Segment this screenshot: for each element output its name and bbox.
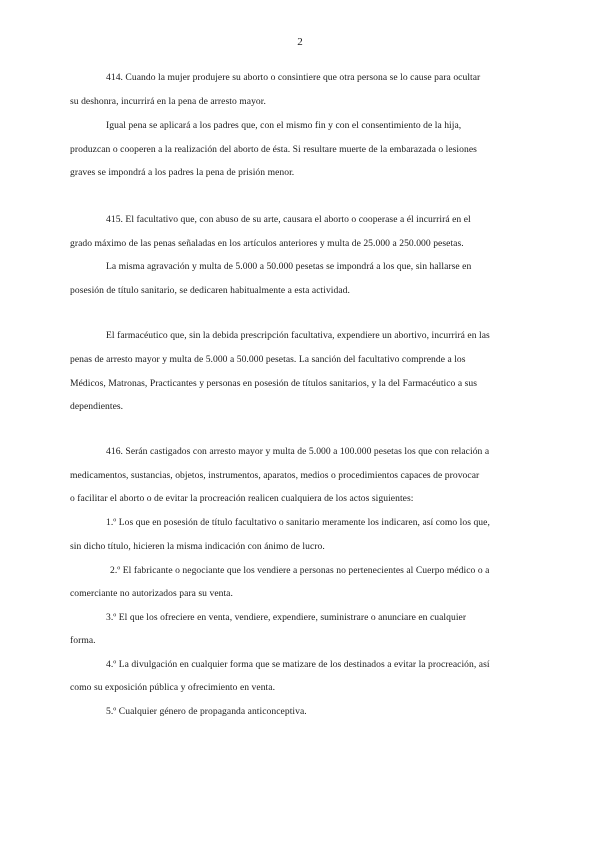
text-line: penas de arresto mayor y multa de 5.000 a 50.000 pesetas. La sanción del facultativo comprende a los <box>70 354 466 365</box>
text-line: 2.º El fabricante o negociante que los vendiere a personas no pertenecientes al Cuerpo médico o a <box>110 565 490 576</box>
text-line: su deshonra, incurrirá en la pena de arresto mayor. <box>70 96 266 107</box>
text-line: 416. Serán castigados con arresto mayor y multa de 5.000 a 100.000 pesetas los que con relación a <box>106 446 490 457</box>
text-line: 5.º Cualquier género de propaganda anticonceptiva. <box>106 706 307 717</box>
text-line: 3.º El que los ofreciere en venta, vendiere, expendiere, suministrare o anunciare en cualquier <box>106 612 467 623</box>
text-line: 414. Cuando la mujer produjere su aborto o consintiere que otra persona se lo cause para ocultar <box>106 72 481 83</box>
text-line: como su exposición pública y ofrecimiento en venta. <box>70 682 276 693</box>
text-line: Igual pena se aplicará a los padres que, con el mismo fin y con el consentimiento de la hija, <box>106 120 462 131</box>
page-number: 2 <box>297 36 303 48</box>
text-line: o facilitar el aborto o de evitar la procreación realicen cualquiera de los actos siguientes: <box>70 493 414 504</box>
text-line: Médicos, Matronas, Practicantes y personas en posesión de títulos sanitarios, y la del Farmacéutico a sus <box>70 378 478 389</box>
text-line: grado máximo de las penas señaladas en los artículos anteriores y multa de 25.000 a 250.000 pesetas. <box>70 238 464 249</box>
text-line: La misma agravación y multa de 5.000 a 50.000 pesetas se impondrá a los que, sin hallarse en <box>106 261 472 272</box>
text-line: sin dicho título, hicieren la misma indicación con ánimo de lucro. <box>70 541 325 552</box>
text-line: 4.º La divulgación en cualquier forma que se matizare de los destinados a evitar la procreación, así <box>106 659 490 670</box>
text-line: El farmacéutico que, sin la debida prescripción facultativa, expendiere un abortivo, incurrirá en las <box>106 330 490 341</box>
text-line: comerciante no autorizados para su venta. <box>70 588 233 599</box>
text-line: forma. <box>70 635 96 646</box>
text-line: produzcan o cooperen a la realización del aborto de ésta. Si resultare muerte de la embarazada o lesiones <box>70 144 477 155</box>
text-line: medicamentos, sustancias, objetos, instrumentos, aparatos, medios o procedimientos capaces de provocar <box>70 470 480 481</box>
text-line: posesión de título sanitario, se dedicaren habitualmente a esta actividad. <box>70 285 350 296</box>
text-line: dependientes. <box>70 401 124 412</box>
text-line: 415. El facultativo que, con abuso de su arte, causara el aborto o cooperase a él incurrirá en el <box>106 214 471 225</box>
text-line: graves se impondrá a los padres la pena de prisión menor. <box>70 167 295 178</box>
text-line: 1.º Los que en posesión de título facultativo o sanitario meramente los indicaren, así como los que, <box>106 517 490 528</box>
